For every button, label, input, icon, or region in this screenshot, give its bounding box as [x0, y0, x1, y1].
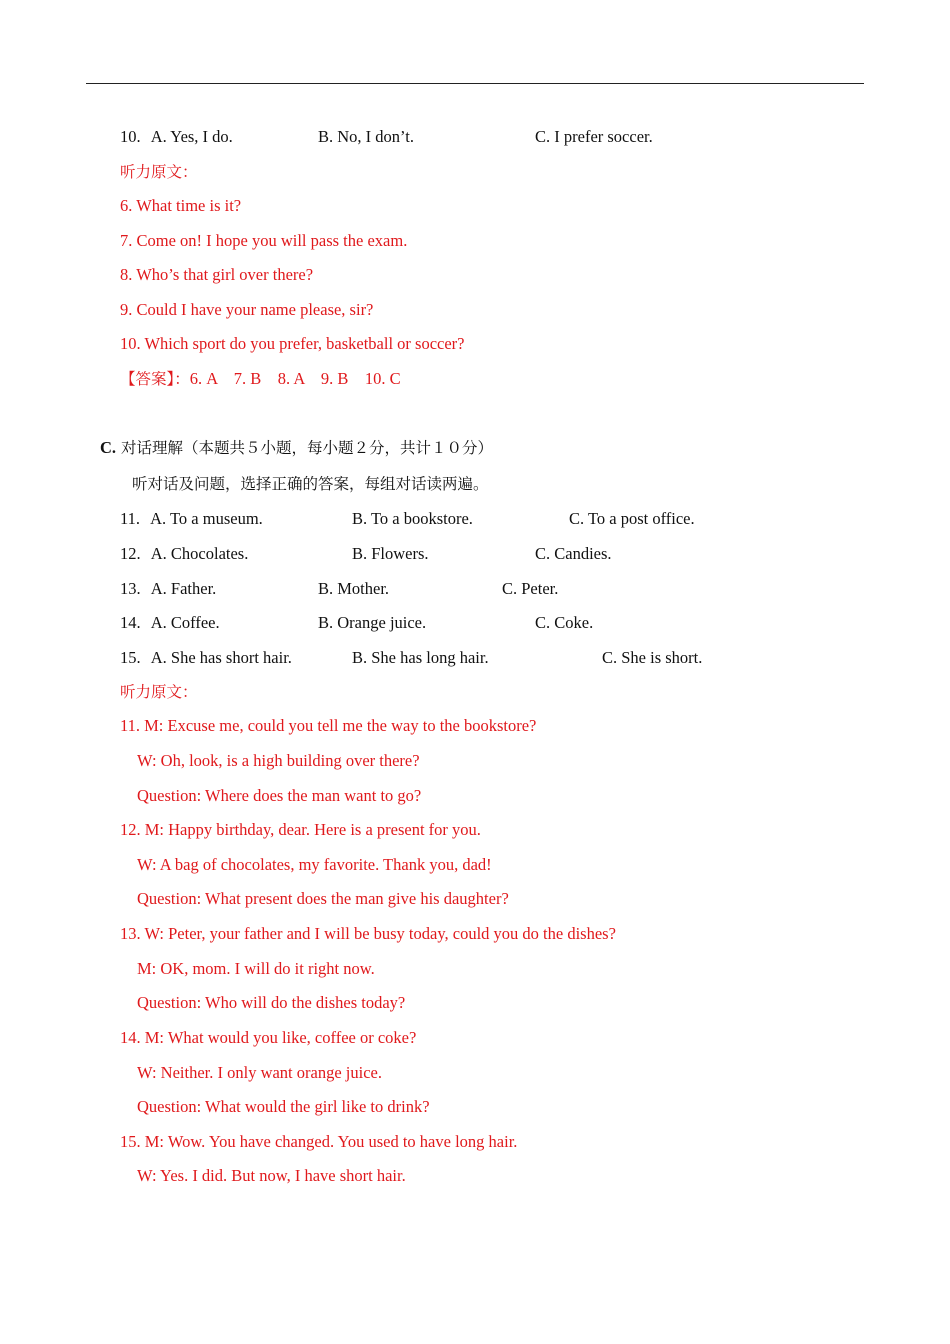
answer-label: 【答案】： — [120, 370, 190, 388]
answer-values: 6. A 7. B 8. A 9. B 10. C — [189, 369, 401, 388]
question-number: 13. — [120, 579, 141, 598]
transcript-line: 8. Who’s that girl over there? — [120, 265, 314, 284]
dialogue-question: Question: Where does the man want to go? — [137, 786, 422, 805]
option-a: A. Chocolates. — [150, 544, 249, 563]
option-c: C. Candies. — [535, 544, 612, 563]
option-b: B. Orange juice. — [318, 613, 427, 632]
question-number: 10. — [120, 127, 141, 146]
transcript-line: 6. What time is it? — [120, 196, 242, 215]
dialogue-line: W: Neither. I only want orange juice. — [137, 1063, 382, 1082]
question-11 — [120, 509, 263, 529]
question-14 — [120, 613, 220, 633]
transcript-label: 听力原文： — [120, 163, 198, 181]
question-number: 15. — [120, 648, 141, 667]
option-b: B. She has long hair. — [352, 648, 489, 667]
dialogue-line: 12. M: Happy birthday, dear. Here is a present for you. — [120, 820, 481, 839]
dialogue-question: Question: What would the girl like to drink? — [137, 1097, 430, 1116]
dialogue-line: W: Yes. I did. But now, I have short hair. — [137, 1166, 406, 1185]
dialogue-line: 14. M: What would you like, coffee or coke? — [120, 1028, 417, 1047]
question-number: 11. — [120, 509, 141, 528]
question-10 — [120, 127, 233, 147]
option-b: B. No, I don’t. — [318, 127, 414, 146]
option-c: C. Coke. — [535, 613, 594, 632]
question-13 — [120, 579, 216, 599]
dialogue-line: 11. M: Excuse me, could you tell me the way to the bookstore? — [120, 716, 537, 735]
section-letter: C. — [100, 438, 117, 457]
section-heading: 对话理解（本题共５小题，每小题２分，共计１０分） — [120, 439, 493, 457]
option-a: A. To a museum. — [150, 509, 263, 528]
dialogue-line: W: A bag of chocolates, my favorite. Thank you, dad! — [137, 855, 492, 874]
answer-key — [120, 369, 401, 389]
transcript-line: 10. Which sport do you prefer, basketball or soccer? — [120, 334, 465, 353]
question-number: 14. — [120, 613, 141, 632]
transcript-line: 9. Could I have your name please, sir? — [120, 300, 374, 319]
question-12 — [120, 544, 248, 564]
dialogue-question: Question: What present does the man give his daughter? — [137, 889, 509, 908]
dialogue-question: Question: Who will do the dishes today? — [137, 993, 406, 1012]
section-c-title — [100, 438, 493, 458]
option-b: B. To a bookstore. — [352, 509, 473, 528]
option-a: A. She has short hair. — [150, 648, 292, 667]
option-a: A. Yes, I do. — [150, 127, 233, 146]
option-c: C. Peter. — [502, 579, 559, 598]
option-c: C. I prefer soccer. — [535, 127, 653, 146]
section-instruction: 听对话及问题，选择正确的答案，每组对话读两遍。 — [132, 475, 489, 493]
option-b: B. Mother. — [318, 579, 390, 598]
dialogue-line: W: Oh, look, is a high building over there? — [137, 751, 420, 770]
question-number: 12. — [120, 544, 141, 563]
option-c: C. She is short. — [602, 648, 703, 667]
dialogue-line: 13. W: Peter, your father and I will be busy today, could you do the dishes? — [120, 924, 616, 943]
dialogue-line: M: OK, mom. I will do it right now. — [137, 959, 375, 978]
option-b: B. Flowers. — [352, 544, 429, 563]
option-a: A. Coffee. — [150, 613, 220, 632]
dialogue-line: 15. M: Wow. You have changed. You used to have long hair. — [120, 1132, 518, 1151]
option-a: A. Father. — [150, 579, 217, 598]
header-rule — [86, 83, 864, 84]
option-c: C. To a post office. — [569, 509, 695, 528]
transcript-line: 7. Come on! I hope you will pass the exam. — [120, 231, 408, 250]
transcript-label: 听力原文： — [120, 683, 198, 701]
question-15 — [120, 648, 292, 668]
